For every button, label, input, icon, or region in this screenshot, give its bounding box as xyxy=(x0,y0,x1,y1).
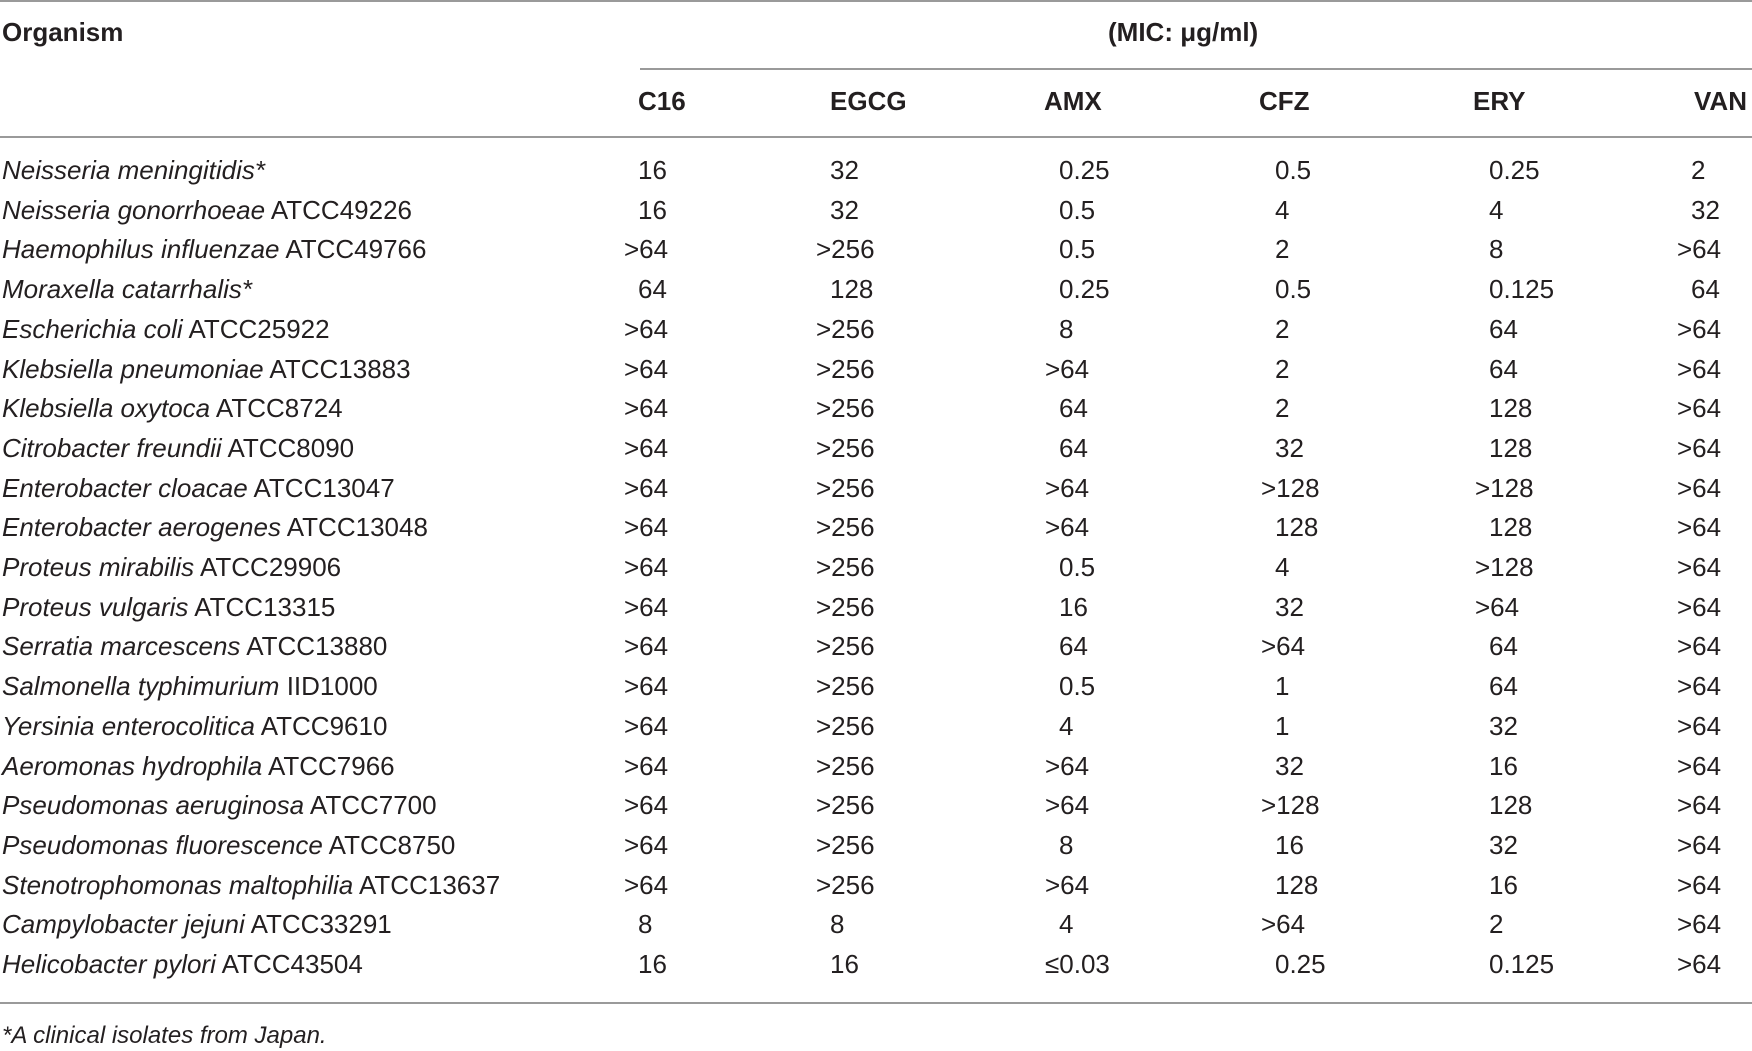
mic-value-van: >64 xyxy=(1677,313,1722,344)
mic-value-ery: 0.25 xyxy=(1489,155,1540,185)
col-header-c16: C16 xyxy=(638,86,686,116)
organism-header: Organism xyxy=(2,17,124,47)
mic-value-van: >64 xyxy=(1677,829,1722,860)
mic-value-amx: 0.5 xyxy=(1059,552,1096,582)
table-row xyxy=(0,388,1752,428)
mic-value-egcg: >256 xyxy=(816,432,875,463)
mic-value-egcg: 32 xyxy=(830,155,859,185)
organism-cell xyxy=(2,626,387,666)
mic-value-amx: ≤0.03 xyxy=(1045,949,1110,979)
mic-value-van: >64 xyxy=(1677,393,1722,424)
mic-value-ery: >64 xyxy=(1475,591,1520,622)
mic-value-c16: >64 xyxy=(624,750,669,781)
mic-value-van: >64 xyxy=(1677,472,1722,503)
mic-value-ery: 128 xyxy=(1489,512,1533,543)
mic-value-c16: >64 xyxy=(624,591,669,622)
mic-value-c16: >64 xyxy=(624,552,669,582)
mic-value-egcg: >256 xyxy=(816,512,875,543)
species-name: Yersinia enterocolitica xyxy=(2,710,255,741)
group-rule xyxy=(640,68,1752,70)
mic-value-van: >64 xyxy=(1677,909,1722,940)
mic-value-ery: 64 xyxy=(1489,353,1518,384)
mic-value-c16: 16 xyxy=(638,194,667,225)
organism-cell xyxy=(2,150,265,190)
species-name: Klebsiella pneumoniae xyxy=(2,353,264,384)
strain-id: ATCC49766 xyxy=(285,234,427,265)
mic-value-c16: >64 xyxy=(624,472,669,503)
mic-value-van: >64 xyxy=(1677,432,1722,463)
mic-value-cfz: >64 xyxy=(1261,909,1306,940)
mic-value-ery: 64 xyxy=(1489,671,1518,702)
organism-cell xyxy=(2,507,428,547)
species-name: Neisseria meningitidis* xyxy=(2,155,265,185)
mic-value-van: >64 xyxy=(1677,710,1722,741)
mic-value-van: >64 xyxy=(1677,949,1722,979)
species-name: Helicobacter pylori xyxy=(2,949,216,979)
mic-value-cfz: 128 xyxy=(1275,512,1319,543)
mic-value-egcg: 32 xyxy=(830,194,859,225)
mic-value-cfz: >128 xyxy=(1261,790,1320,821)
mic-value-van: >64 xyxy=(1677,512,1722,543)
mic-value-amx: 16 xyxy=(1059,591,1088,622)
mic-value-egcg: >256 xyxy=(816,710,875,741)
mic-value-amx: 4 xyxy=(1059,909,1074,940)
mic-value-ery: 128 xyxy=(1489,393,1533,424)
mic-value-cfz: 0.5 xyxy=(1275,274,1312,305)
mic-value-c16: >64 xyxy=(624,393,669,424)
mic-value-egcg: >256 xyxy=(816,750,875,781)
mic-value-egcg: >256 xyxy=(816,393,875,424)
mic-value-cfz: 2 xyxy=(1275,313,1290,344)
strain-id: ATCC7700 xyxy=(309,790,437,821)
strain-id: ATCC43504 xyxy=(221,949,363,979)
species-name: Klebsiella oxytoca xyxy=(2,393,211,424)
mic-value-van: >64 xyxy=(1677,869,1722,900)
mic-value-amx: 0.25 xyxy=(1059,155,1110,185)
table-row xyxy=(0,626,1752,666)
species-name: Moraxella catarrhalis* xyxy=(2,274,252,305)
mic-value-cfz: 0.5 xyxy=(1275,155,1312,185)
mic-value-ery: 64 xyxy=(1489,631,1518,662)
mic-value-egcg: >256 xyxy=(816,591,875,622)
strain-id: IID1000 xyxy=(286,671,378,702)
table-row xyxy=(0,349,1752,389)
mic-value-van: >64 xyxy=(1677,591,1722,622)
mic-value-cfz: 1 xyxy=(1275,671,1290,702)
mic-value-cfz: >64 xyxy=(1261,631,1306,662)
mic-value-c16: 8 xyxy=(638,909,653,940)
strain-id: ATCC13048 xyxy=(286,512,428,543)
organism-cell xyxy=(2,785,437,825)
mic-value-cfz: 32 xyxy=(1275,591,1304,622)
mic-value-van: >64 xyxy=(1677,750,1722,781)
table-row xyxy=(0,746,1752,786)
mic-value-egcg: >256 xyxy=(816,552,875,582)
mic-value-ery: 4 xyxy=(1489,194,1504,225)
species-name: Pseudomonas aeruginosa xyxy=(2,790,305,821)
mic-value-ery: 8 xyxy=(1489,234,1504,265)
mic-value-ery: 128 xyxy=(1489,790,1533,821)
table-row xyxy=(0,944,1752,984)
mic-value-egcg: >256 xyxy=(816,790,875,821)
mic-value-c16: >64 xyxy=(624,790,669,821)
table-row xyxy=(0,706,1752,746)
mic-value-amx: 8 xyxy=(1059,313,1074,344)
mic-value-ery: 64 xyxy=(1489,313,1518,344)
strain-id: ATCC13880 xyxy=(246,631,388,662)
mic-value-amx: 8 xyxy=(1059,829,1074,860)
header-rule xyxy=(0,136,1752,138)
footnote: *A clinical isolates from Japan. xyxy=(2,1022,327,1049)
organism-cell xyxy=(2,666,378,706)
mic-value-egcg: 8 xyxy=(830,909,845,940)
mic-value-cfz: 2 xyxy=(1275,234,1290,265)
mic-value-ery: 0.125 xyxy=(1489,949,1555,979)
mic-value-amx: >64 xyxy=(1045,472,1090,503)
col-header-cfz: CFZ xyxy=(1259,86,1310,116)
species-name: Campylobacter jejuni xyxy=(2,909,245,940)
strain-id: ATCC8090 xyxy=(227,432,355,463)
organism-cell xyxy=(2,865,500,905)
organism-cell xyxy=(2,706,387,746)
mic-value-cfz: 4 xyxy=(1275,194,1290,225)
organism-cell xyxy=(2,587,335,627)
organism-cell xyxy=(2,746,395,786)
mic-value-c16: >64 xyxy=(624,869,669,900)
mic-value-c16: >64 xyxy=(624,313,669,344)
mic-value-c16: >64 xyxy=(624,234,669,265)
mic-value-cfz: 16 xyxy=(1275,829,1304,860)
top-rule xyxy=(0,0,1752,2)
mic-value-ery: 32 xyxy=(1489,710,1518,741)
species-name: Proteus vulgaris xyxy=(2,591,189,622)
strain-id: ATCC33291 xyxy=(250,909,392,940)
table-row xyxy=(0,587,1752,627)
mic-value-egcg: >256 xyxy=(816,234,875,265)
species-name: Enterobacter cloacae xyxy=(2,472,248,503)
mic-value-egcg: >256 xyxy=(816,671,875,702)
mic-value-cfz: 32 xyxy=(1275,432,1304,463)
strain-id: ATCC13047 xyxy=(253,472,395,503)
strain-id: ATCC13315 xyxy=(194,591,336,622)
species-name: Neisseria gonorrhoeae xyxy=(2,194,266,225)
mic-value-egcg: >256 xyxy=(816,829,875,860)
mic-value-c16: >64 xyxy=(624,353,669,384)
mic-value-cfz: 2 xyxy=(1275,393,1290,424)
table-row xyxy=(0,785,1752,825)
mic-value-amx: 64 xyxy=(1059,432,1088,463)
mic-value-egcg: >256 xyxy=(816,313,875,344)
table-row xyxy=(0,547,1752,587)
mic-value-van: >64 xyxy=(1677,353,1722,384)
col-header-amx: AMX xyxy=(1044,86,1102,116)
mic-value-egcg: 16 xyxy=(830,949,859,979)
mic-value-van: >64 xyxy=(1677,631,1722,662)
mic-value-van: 32 xyxy=(1691,194,1720,225)
mic-value-c16: >64 xyxy=(624,631,669,662)
organism-cell xyxy=(2,944,363,984)
mic-value-ery: 16 xyxy=(1489,869,1518,900)
mic-value-van: 2 xyxy=(1691,155,1706,185)
strain-id: ATCC13883 xyxy=(269,353,411,384)
species-name: Stenotrophomonas maltophilia xyxy=(2,869,354,900)
mic-value-van: >64 xyxy=(1677,234,1722,265)
mic-value-ery: 0.125 xyxy=(1489,274,1555,305)
table-row xyxy=(0,865,1752,905)
col-header-ery: ERY xyxy=(1473,86,1526,116)
strain-id: ATCC13637 xyxy=(359,869,501,900)
mic-value-egcg: >256 xyxy=(816,472,875,503)
mic-value-cfz: 2 xyxy=(1275,353,1290,384)
mic-value-egcg: 128 xyxy=(830,274,874,305)
mic-value-egcg: >256 xyxy=(816,869,875,900)
organism-cell xyxy=(2,190,412,230)
mic-value-amx: >64 xyxy=(1045,512,1090,543)
strain-id: ATCC8750 xyxy=(328,829,456,860)
mic-value-ery: 2 xyxy=(1489,909,1504,940)
col-header-van: VAN xyxy=(1694,86,1747,116)
species-name: Serratia marcescens xyxy=(2,631,241,662)
mic-value-c16: 64 xyxy=(638,274,667,305)
mic-value-van: >64 xyxy=(1677,671,1722,702)
mic-value-cfz: 0.25 xyxy=(1275,949,1326,979)
mic-value-amx: 0.5 xyxy=(1059,194,1096,225)
mic-value-amx: 64 xyxy=(1059,393,1088,424)
table-row xyxy=(0,468,1752,508)
species-name: Enterobacter aerogenes xyxy=(2,512,281,543)
mic-value-c16: >64 xyxy=(624,710,669,741)
mic-value-amx: >64 xyxy=(1045,869,1090,900)
mic-value-ery: 32 xyxy=(1489,829,1518,860)
mic-group-header: (MIC: μg/ml) xyxy=(1108,17,1259,47)
strain-id: ATCC9610 xyxy=(260,710,388,741)
mic-value-c16: >64 xyxy=(624,512,669,543)
mic-value-amx: 0.25 xyxy=(1059,274,1110,305)
mic-value-ery: >128 xyxy=(1475,552,1534,582)
mic-value-amx: 64 xyxy=(1059,631,1088,662)
mic-value-van: >64 xyxy=(1677,790,1722,821)
mic-value-amx: 0.5 xyxy=(1059,671,1096,702)
organism-cell xyxy=(2,428,354,468)
organism-cell xyxy=(2,388,343,428)
organism-cell xyxy=(2,468,395,508)
table-row xyxy=(0,825,1752,865)
organism-cell xyxy=(2,309,330,349)
mic-value-cfz: 32 xyxy=(1275,750,1304,781)
table-row xyxy=(0,666,1752,706)
mic-value-ery: 128 xyxy=(1489,432,1533,463)
table-row xyxy=(0,507,1752,547)
mic-value-c16: >64 xyxy=(624,432,669,463)
mic-value-van: >64 xyxy=(1677,552,1722,582)
mic-value-amx: 0.5 xyxy=(1059,234,1096,265)
table-row xyxy=(0,309,1752,349)
organism-cell xyxy=(2,229,426,269)
species-name: Escherichia coli xyxy=(2,313,183,344)
species-name: Aeromonas hydrophila xyxy=(2,750,263,781)
mic-value-amx: 4 xyxy=(1059,710,1074,741)
organism-cell xyxy=(2,904,392,944)
mic-value-amx: >64 xyxy=(1045,750,1090,781)
mic-value-c16: >64 xyxy=(624,671,669,702)
species-name: Citrobacter freundii xyxy=(2,432,222,463)
mic-value-c16: >64 xyxy=(624,829,669,860)
mic-value-amx: >64 xyxy=(1045,353,1090,384)
mic-value-ery: >128 xyxy=(1475,472,1534,503)
mic-value-amx: >64 xyxy=(1045,790,1090,821)
mic-value-egcg: >256 xyxy=(816,353,875,384)
mic-value-ery: 16 xyxy=(1489,750,1518,781)
organism-cell xyxy=(2,269,252,309)
table-row xyxy=(0,269,1752,309)
col-header-egcg: EGCG xyxy=(830,86,907,116)
mic-value-c16: 16 xyxy=(638,155,667,185)
mic-value-cfz: 1 xyxy=(1275,710,1290,741)
table-row xyxy=(0,229,1752,269)
table-row xyxy=(0,190,1752,230)
species-name: Salmonella typhimurium xyxy=(2,671,280,702)
bottom-rule xyxy=(0,1002,1752,1004)
table-row xyxy=(0,428,1752,468)
mic-value-cfz: 4 xyxy=(1275,552,1290,582)
strain-id: ATCC49226 xyxy=(270,194,412,225)
mic-value-van: 64 xyxy=(1691,274,1720,305)
organism-cell xyxy=(2,349,411,389)
organism-cell xyxy=(2,825,455,865)
strain-id: ATCC25922 xyxy=(188,313,330,344)
mic-value-cfz: >128 xyxy=(1261,472,1320,503)
strain-id: ATCC7966 xyxy=(267,750,395,781)
species-name: Haemophilus influenzae xyxy=(2,234,280,265)
species-name: Pseudomonas fluorescence xyxy=(2,829,323,860)
mic-value-egcg: >256 xyxy=(816,631,875,662)
table-row xyxy=(0,150,1752,190)
strain-id: ATCC29906 xyxy=(199,552,342,582)
mic-value-c16: 16 xyxy=(638,949,667,979)
strain-id: ATCC8724 xyxy=(215,393,343,424)
organism-cell xyxy=(2,547,341,587)
species-name: Proteus mirabilis xyxy=(2,552,195,582)
table-row xyxy=(0,904,1752,944)
mic-value-cfz: 128 xyxy=(1275,869,1319,900)
